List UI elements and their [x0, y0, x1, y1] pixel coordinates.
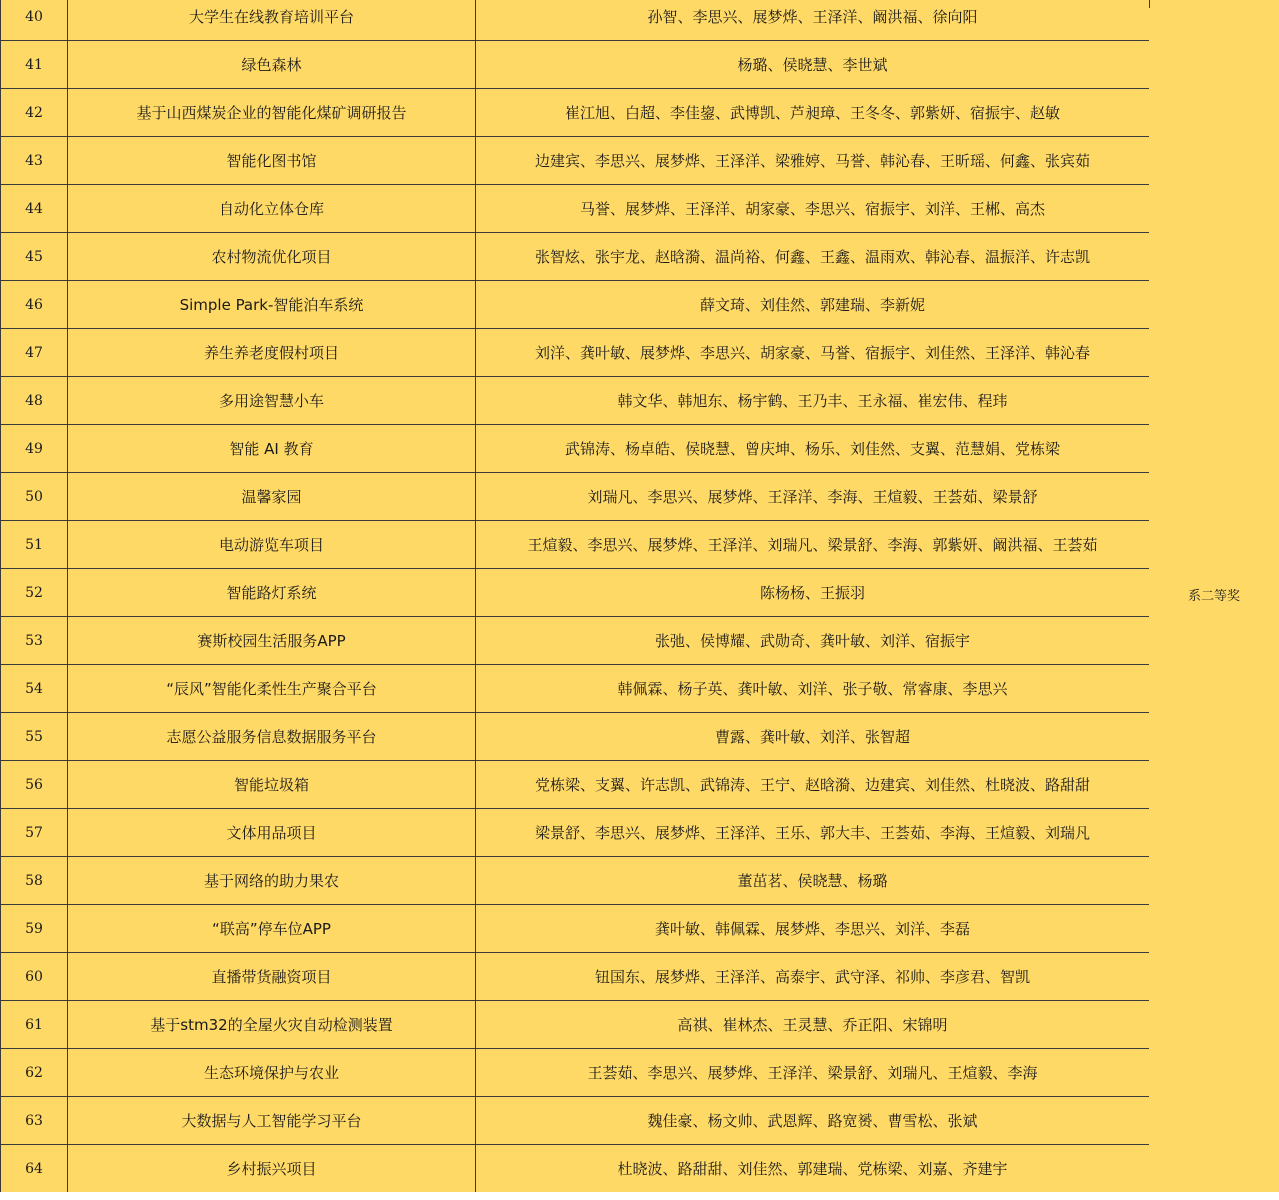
project-name-cell[interactable]: 志愿公益服务信息数据服务平台 [68, 713, 476, 761]
project-name-cell[interactable]: 养生养老度假村项目 [68, 329, 476, 377]
project-name-cell[interactable]: 生态环境保护与农业 [68, 1049, 476, 1097]
table-row [1, 761, 1150, 809]
members-cell[interactable]: 刘洋、龚叶敏、展梦烨、李思兴、胡家豪、马誉、宿振宇、刘佳然、王泽洋、韩沁春 [476, 329, 1150, 377]
table-row [1, 1097, 1150, 1145]
project-name-cell[interactable]: 基于山西煤炭企业的智能化煤矿调研报告 [68, 89, 476, 137]
table-row [1, 857, 1150, 905]
project-name-cell[interactable]: 直播带货融资项目 [68, 953, 476, 1001]
table-row [1, 617, 1150, 665]
table-row [1, 329, 1150, 377]
table-row [1, 1001, 1150, 1049]
members-cell[interactable]: 边建宾、李思兴、展梦烨、王泽洋、梁雅婷、马誉、韩沁春、王昕瑶、何鑫、张宾茹 [476, 137, 1150, 185]
row-number-cell[interactable]: 48 [1, 377, 68, 425]
row-number-cell[interactable]: 51 [1, 521, 68, 569]
row-number-cell[interactable]: 50 [1, 473, 68, 521]
table-row [1, 425, 1150, 473]
members-cell[interactable]: 张智炫、张宇龙、赵晗漪、温尚裕、何鑫、王鑫、温雨欢、韩沁春、温振洋、许志凯 [476, 233, 1150, 281]
project-name-cell[interactable]: 赛斯校园生活服务APP [68, 617, 476, 665]
table-row [1, 473, 1150, 521]
row-number-cell[interactable]: 62 [1, 1049, 68, 1097]
members-cell[interactable]: 马誉、展梦烨、王泽洋、胡家豪、李思兴、宿振宇、刘洋、王郴、高杰 [476, 185, 1150, 233]
project-name-cell[interactable]: Simple Park-智能泊车系统 [68, 281, 476, 329]
project-name-cell[interactable]: 多用途智慧小车 [68, 377, 476, 425]
project-name-cell[interactable]: 温馨家园 [68, 473, 476, 521]
table-row [1, 41, 1150, 89]
members-cell[interactable]: 梁景舒、李思兴、展梦烨、王泽洋、王乐、郭大丰、王荟茹、李海、王煊毅、刘瑞凡 [476, 809, 1150, 857]
row-number-cell[interactable]: 54 [1, 665, 68, 713]
row-number-cell[interactable]: 57 [1, 809, 68, 857]
table-row [1, 521, 1150, 569]
project-name-cell[interactable]: 智能垃圾箱 [68, 761, 476, 809]
project-name-cell[interactable]: 乡村振兴项目 [68, 1145, 476, 1193]
members-cell[interactable]: 刘瑞凡、李思兴、展梦烨、王泽洋、李海、王煊毅、王荟茹、梁景舒 [476, 473, 1150, 521]
project-name-cell[interactable]: 大学生在线教育培训平台 [68, 0, 476, 41]
project-name-cell[interactable]: 基于stm32的全屋火灾自动检测装置 [68, 1001, 476, 1049]
table-row [1, 137, 1150, 185]
table-row [1, 377, 1150, 425]
project-name-cell[interactable]: 自动化立体仓库 [68, 185, 476, 233]
row-number-cell[interactable]: 63 [1, 1097, 68, 1145]
members-cell[interactable]: 钮国东、展梦烨、王泽洋、高泰宇、武守泽、祁帅、李彦君、智凯 [476, 953, 1150, 1001]
table-row [1, 89, 1150, 137]
row-number-cell[interactable]: 46 [1, 281, 68, 329]
row-number-cell[interactable]: 60 [1, 953, 68, 1001]
project-name-cell[interactable]: 基于网络的助力果农 [68, 857, 476, 905]
table-row [1, 713, 1150, 761]
table-row [1, 281, 1150, 329]
members-cell[interactable]: 孙智、李思兴、展梦烨、王泽洋、阚洪福、徐向阳 [476, 0, 1150, 41]
members-cell[interactable]: 杜晓波、路甜甜、刘佳然、郭建瑞、党栋梁、刘嘉、齐建宇 [476, 1145, 1150, 1193]
row-number-cell[interactable]: 45 [1, 233, 68, 281]
row-number-cell[interactable]: 58 [1, 857, 68, 905]
members-cell[interactable]: 魏佳豪、杨文帅、武恩辉、路宽赟、曹雪松、张斌 [476, 1097, 1150, 1145]
members-cell[interactable]: 曹露、龚叶敏、刘洋、张智超 [476, 713, 1150, 761]
table-row [1, 569, 1150, 617]
table-row [1, 953, 1150, 1001]
row-number-cell[interactable]: 52 [1, 569, 68, 617]
award-column [1149, 8, 1279, 1192]
project-name-cell[interactable]: “辰风”智能化柔性生产聚合平台 [68, 665, 476, 713]
members-cell[interactable]: 杨璐、侯晓慧、李世斌 [476, 41, 1150, 89]
row-number-cell[interactable]: 56 [1, 761, 68, 809]
table-row [1, 665, 1150, 713]
members-cell[interactable]: 张弛、侯博耀、武勋奇、龚叶敏、刘洋、宿振宇 [476, 617, 1150, 665]
members-cell[interactable]: 王煊毅、李思兴、展梦烨、王泽洋、刘瑞凡、梁景舒、李海、郭紫妍、阚洪福、王荟茹 [476, 521, 1150, 569]
members-cell[interactable]: 武锦涛、杨卓皓、侯晓慧、曾庆坤、杨乐、刘佳然、支翼、范慧娟、党栋梁 [476, 425, 1150, 473]
table-row [1, 185, 1150, 233]
members-cell[interactable]: 陈杨杨、王振羽 [476, 569, 1150, 617]
row-number-cell[interactable]: 47 [1, 329, 68, 377]
project-name-cell[interactable]: 智能化图书馆 [68, 137, 476, 185]
row-number-cell[interactable]: 55 [1, 713, 68, 761]
row-number-cell[interactable]: 64 [1, 1145, 68, 1193]
members-cell[interactable]: 董茁茗、侯晓慧、杨璐 [476, 857, 1150, 905]
table-row [1, 233, 1150, 281]
table-body [1, 0, 1150, 1193]
project-name-cell[interactable]: 智能 AI 教育 [68, 425, 476, 473]
members-cell[interactable]: 党栋梁、支翼、许志凯、武锦涛、王宁、赵晗漪、边建宾、刘佳然、杜晓波、路甜甜 [476, 761, 1150, 809]
members-cell[interactable]: 韩文华、韩旭东、杨宇鹤、王乃丰、王永福、崔宏伟、程玮 [476, 377, 1150, 425]
table-row [1, 905, 1150, 953]
members-cell[interactable]: 王荟茹、李思兴、展梦烨、王泽洋、梁景舒、刘瑞凡、王煊毅、李海 [476, 1049, 1150, 1097]
project-name-cell[interactable]: 农村物流优化项目 [68, 233, 476, 281]
row-number-cell[interactable]: 42 [1, 89, 68, 137]
project-name-cell[interactable]: 智能路灯系统 [68, 569, 476, 617]
project-name-cell[interactable]: “联高”停车位APP [68, 905, 476, 953]
row-number-cell[interactable]: 49 [1, 425, 68, 473]
project-name-cell[interactable]: 电动游览车项目 [68, 521, 476, 569]
row-number-cell[interactable]: 44 [1, 185, 68, 233]
row-number-cell[interactable]: 53 [1, 617, 68, 665]
project-name-cell[interactable]: 大数据与人工智能学习平台 [68, 1097, 476, 1145]
table-row [1, 1049, 1150, 1097]
row-number-cell[interactable]: 40 [1, 0, 68, 41]
bottom-strip [0, 1192, 1279, 1200]
members-cell[interactable]: 龚叶敏、韩佩霖、展梦烨、李思兴、刘洋、李磊 [476, 905, 1150, 953]
members-cell[interactable]: 韩佩霖、杨子英、龚叶敏、刘洋、张子敬、常睿康、李思兴 [476, 665, 1150, 713]
table-row [1, 1145, 1150, 1193]
row-number-cell[interactable]: 59 [1, 905, 68, 953]
members-cell[interactable]: 薛文琦、刘佳然、郭建瑞、李新妮 [476, 281, 1150, 329]
award-level-label[interactable]: 系二等奖 [1187, 589, 1240, 604]
members-cell[interactable]: 崔江旭、白超、李佳鋆、武博凯、芦昶璋、王冬冬、郭紫妍、宿振宇、赵敏 [476, 89, 1150, 137]
table-row [1, 809, 1150, 857]
project-name-cell[interactable]: 文体用品项目 [68, 809, 476, 857]
table-row [1, 0, 1150, 41]
row-number-cell[interactable]: 43 [1, 137, 68, 185]
row-number-cell[interactable]: 41 [1, 41, 68, 89]
row-number-cell[interactable]: 61 [1, 1001, 68, 1049]
members-cell[interactable]: 高祺、崔林杰、王灵慧、乔正阳、宋锦明 [476, 1001, 1150, 1049]
project-name-cell[interactable]: 绿色森林 [68, 41, 476, 89]
